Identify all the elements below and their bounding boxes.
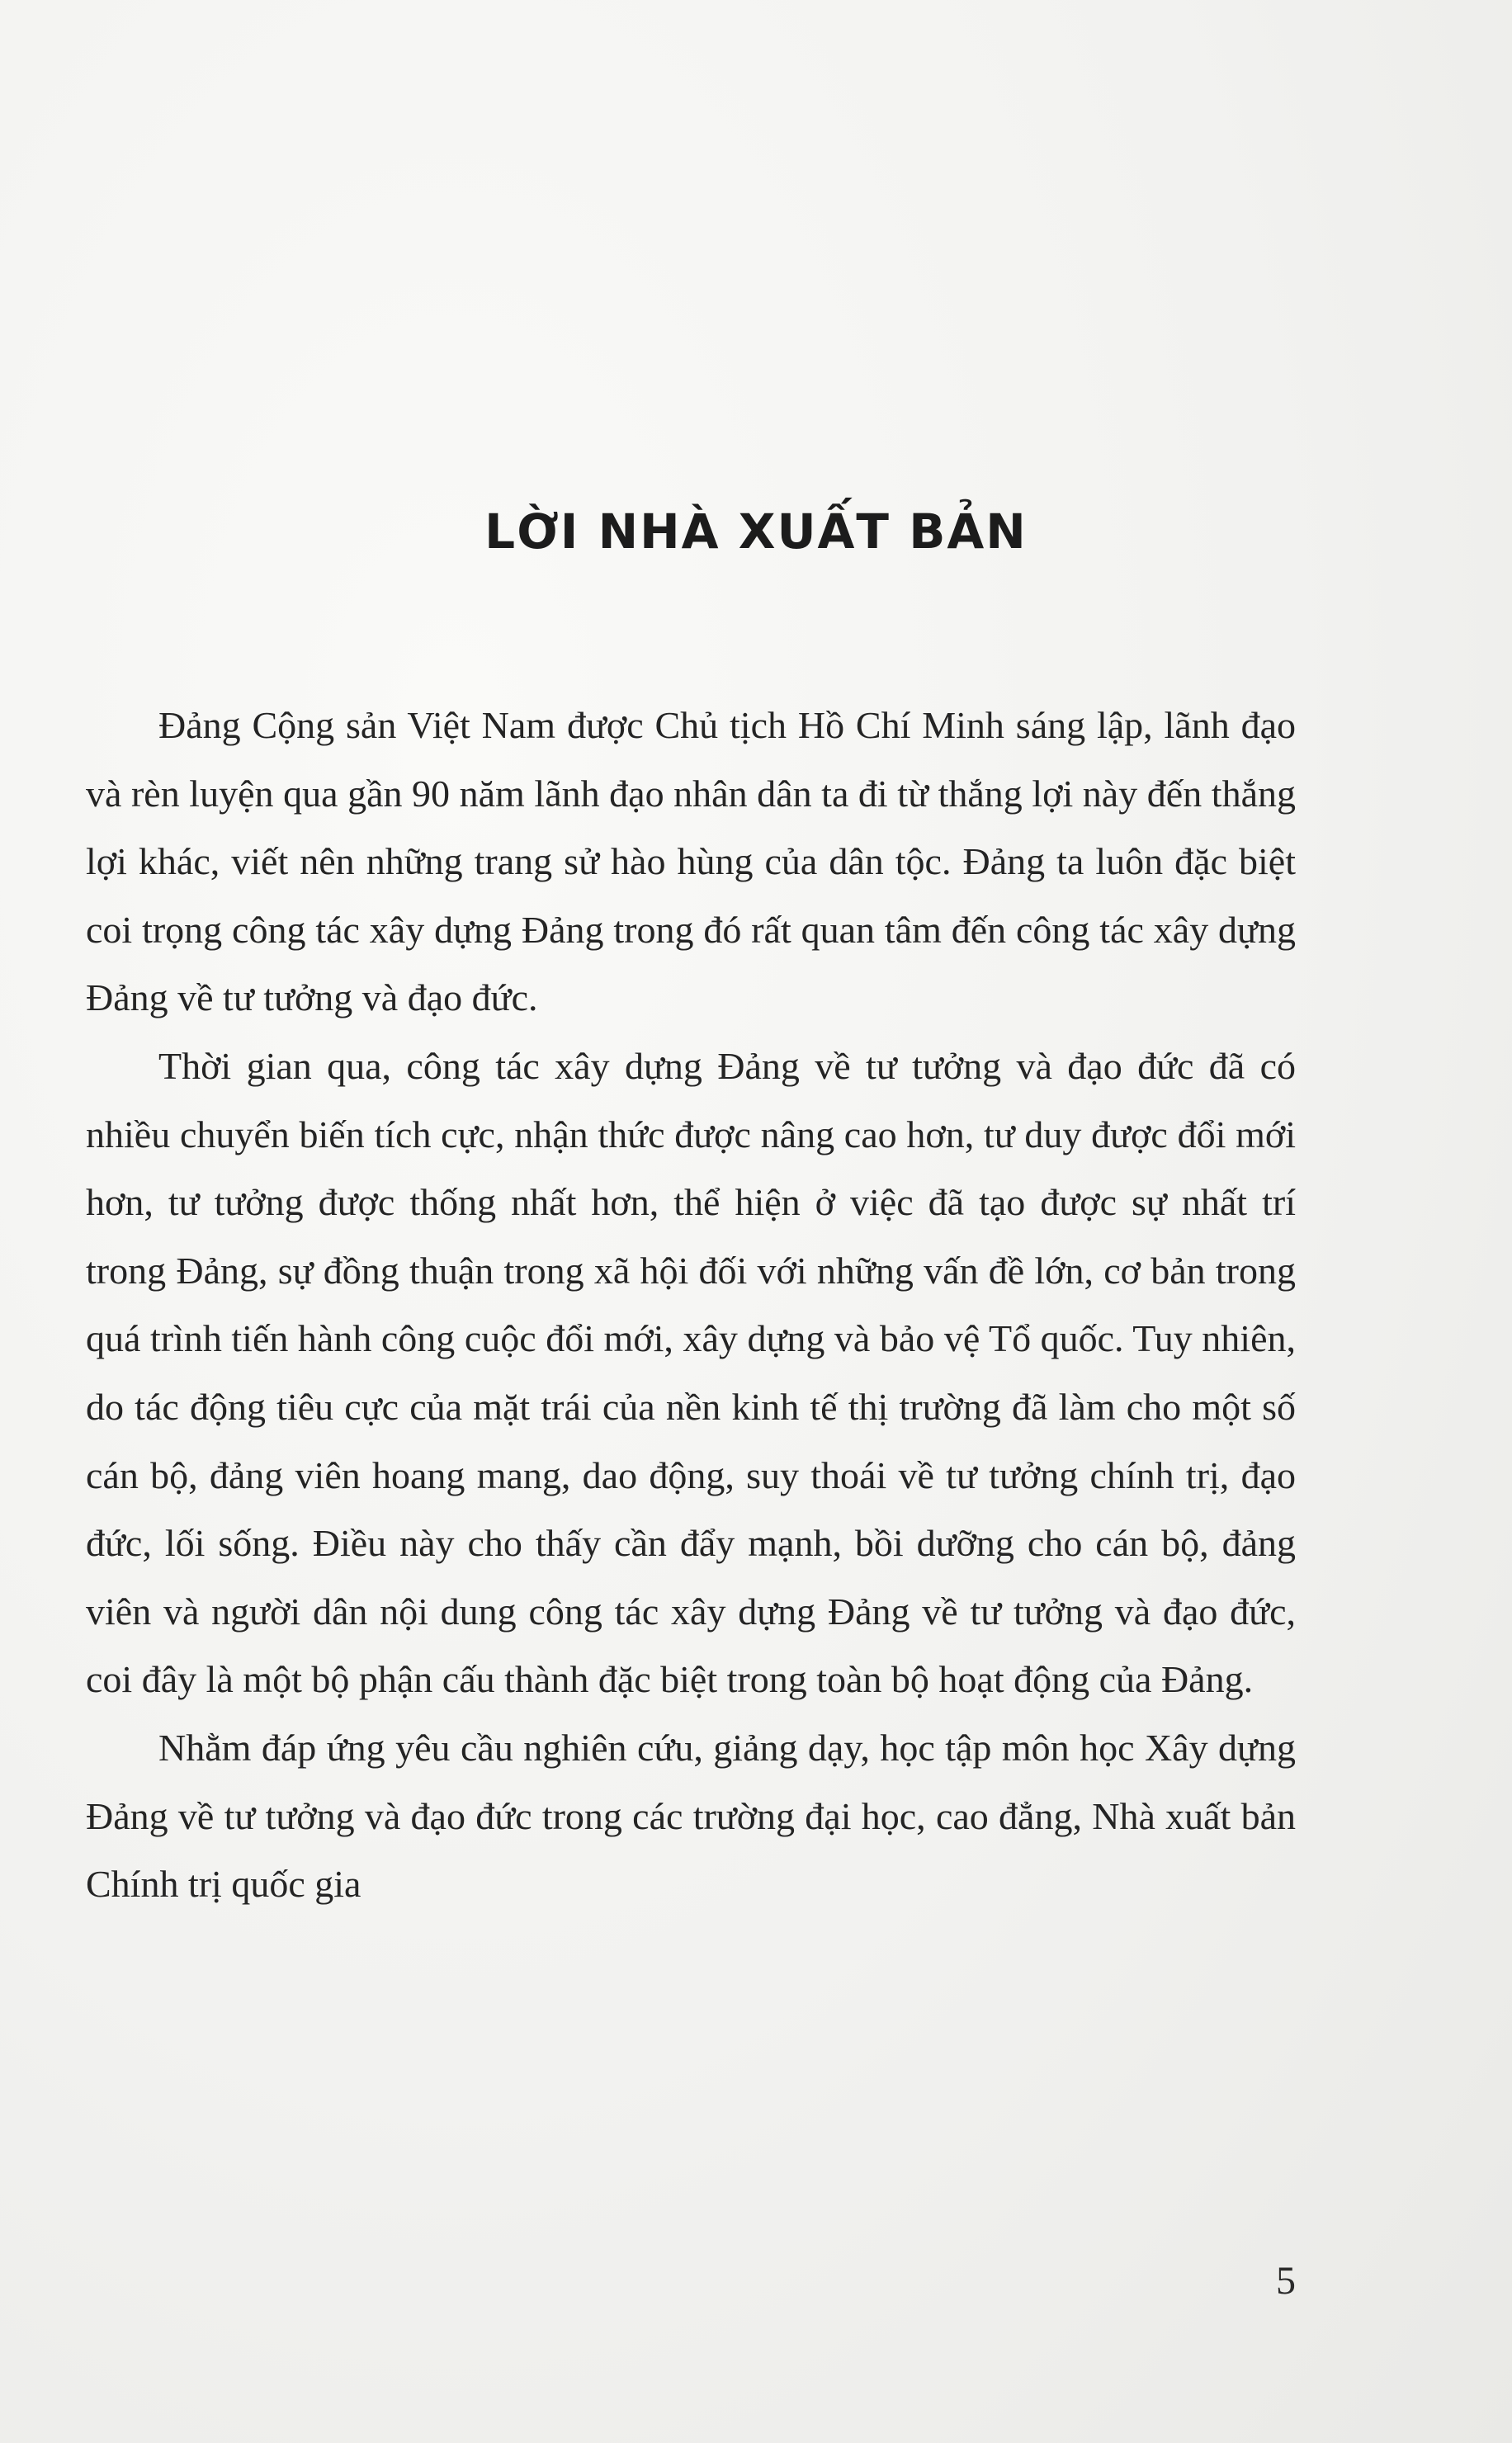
page-title: LỜI NHÀ XUẤT BẢN bbox=[484, 503, 1028, 560]
page-number: 5 bbox=[1276, 2259, 1296, 2303]
paragraph-1: Đảng Cộng sản Việt Nam được Chủ tịch Hồ Chí Minh sáng lập, lãnh đạo và rèn luyện qua gần 90 năm lãnh đạo nhân dân ta đi từ thắng lợi này đến thắng lợi khác, viết nên những trang sử hào hùng của dân tộc. Đảng ta luôn đặc biệt coi trọng công tác xây dựng Đảng trong đó rất quan tâm đến công tác xây dựng Đảng về tư tưởng và đạo đức. bbox=[86, 704, 1296, 1019]
paragraph-3: Nhằm đáp ứng yêu cầu nghiên cứu, giảng dạy, học tập môn học Xây dựng Đảng về tư tưởng và đạo đức trong các trường đại học, cao đẳng, Nhà xuất bản Chính trị quốc gia bbox=[86, 1726, 1296, 1906]
body-text bbox=[86, 692, 1296, 1919]
paragraph-2: Thời gian qua, công tác xây dựng Đảng về tư tưởng và đạo đức đã có nhiều chuyển biến tích cực, nhận thức được nâng cao hơn, tư duy được đổi mới hơn, tư tưởng được thống nhất hơn, thể hiện ở việc đã tạo được sự nhất trí trong Đảng, sự đồng thuận trong xã hội đối với những vấn đề lớn, cơ bản trong quá trình tiến hành công cuộc đổi mới, xây dựng và bảo vệ Tổ quốc. Tuy nhiên, do tác động tiêu cực của mặt trái của nền kinh tế thị trường đã làm cho một số cán bộ, đảng viên hoang mang, dao động, suy thoái về tư tưởng chính trị, đạo đức, lối sống. Điều này cho thấy cần đẩy mạnh, bồi dưỡng cho cán bộ, đảng viên và người dân nội dung công tác xây dựng Đảng về tư tưởng và đạo đức, coi đây là một bộ phận cấu thành đặc biệt trong toàn bộ hoạt động của Đảng. bbox=[86, 1044, 1296, 1701]
